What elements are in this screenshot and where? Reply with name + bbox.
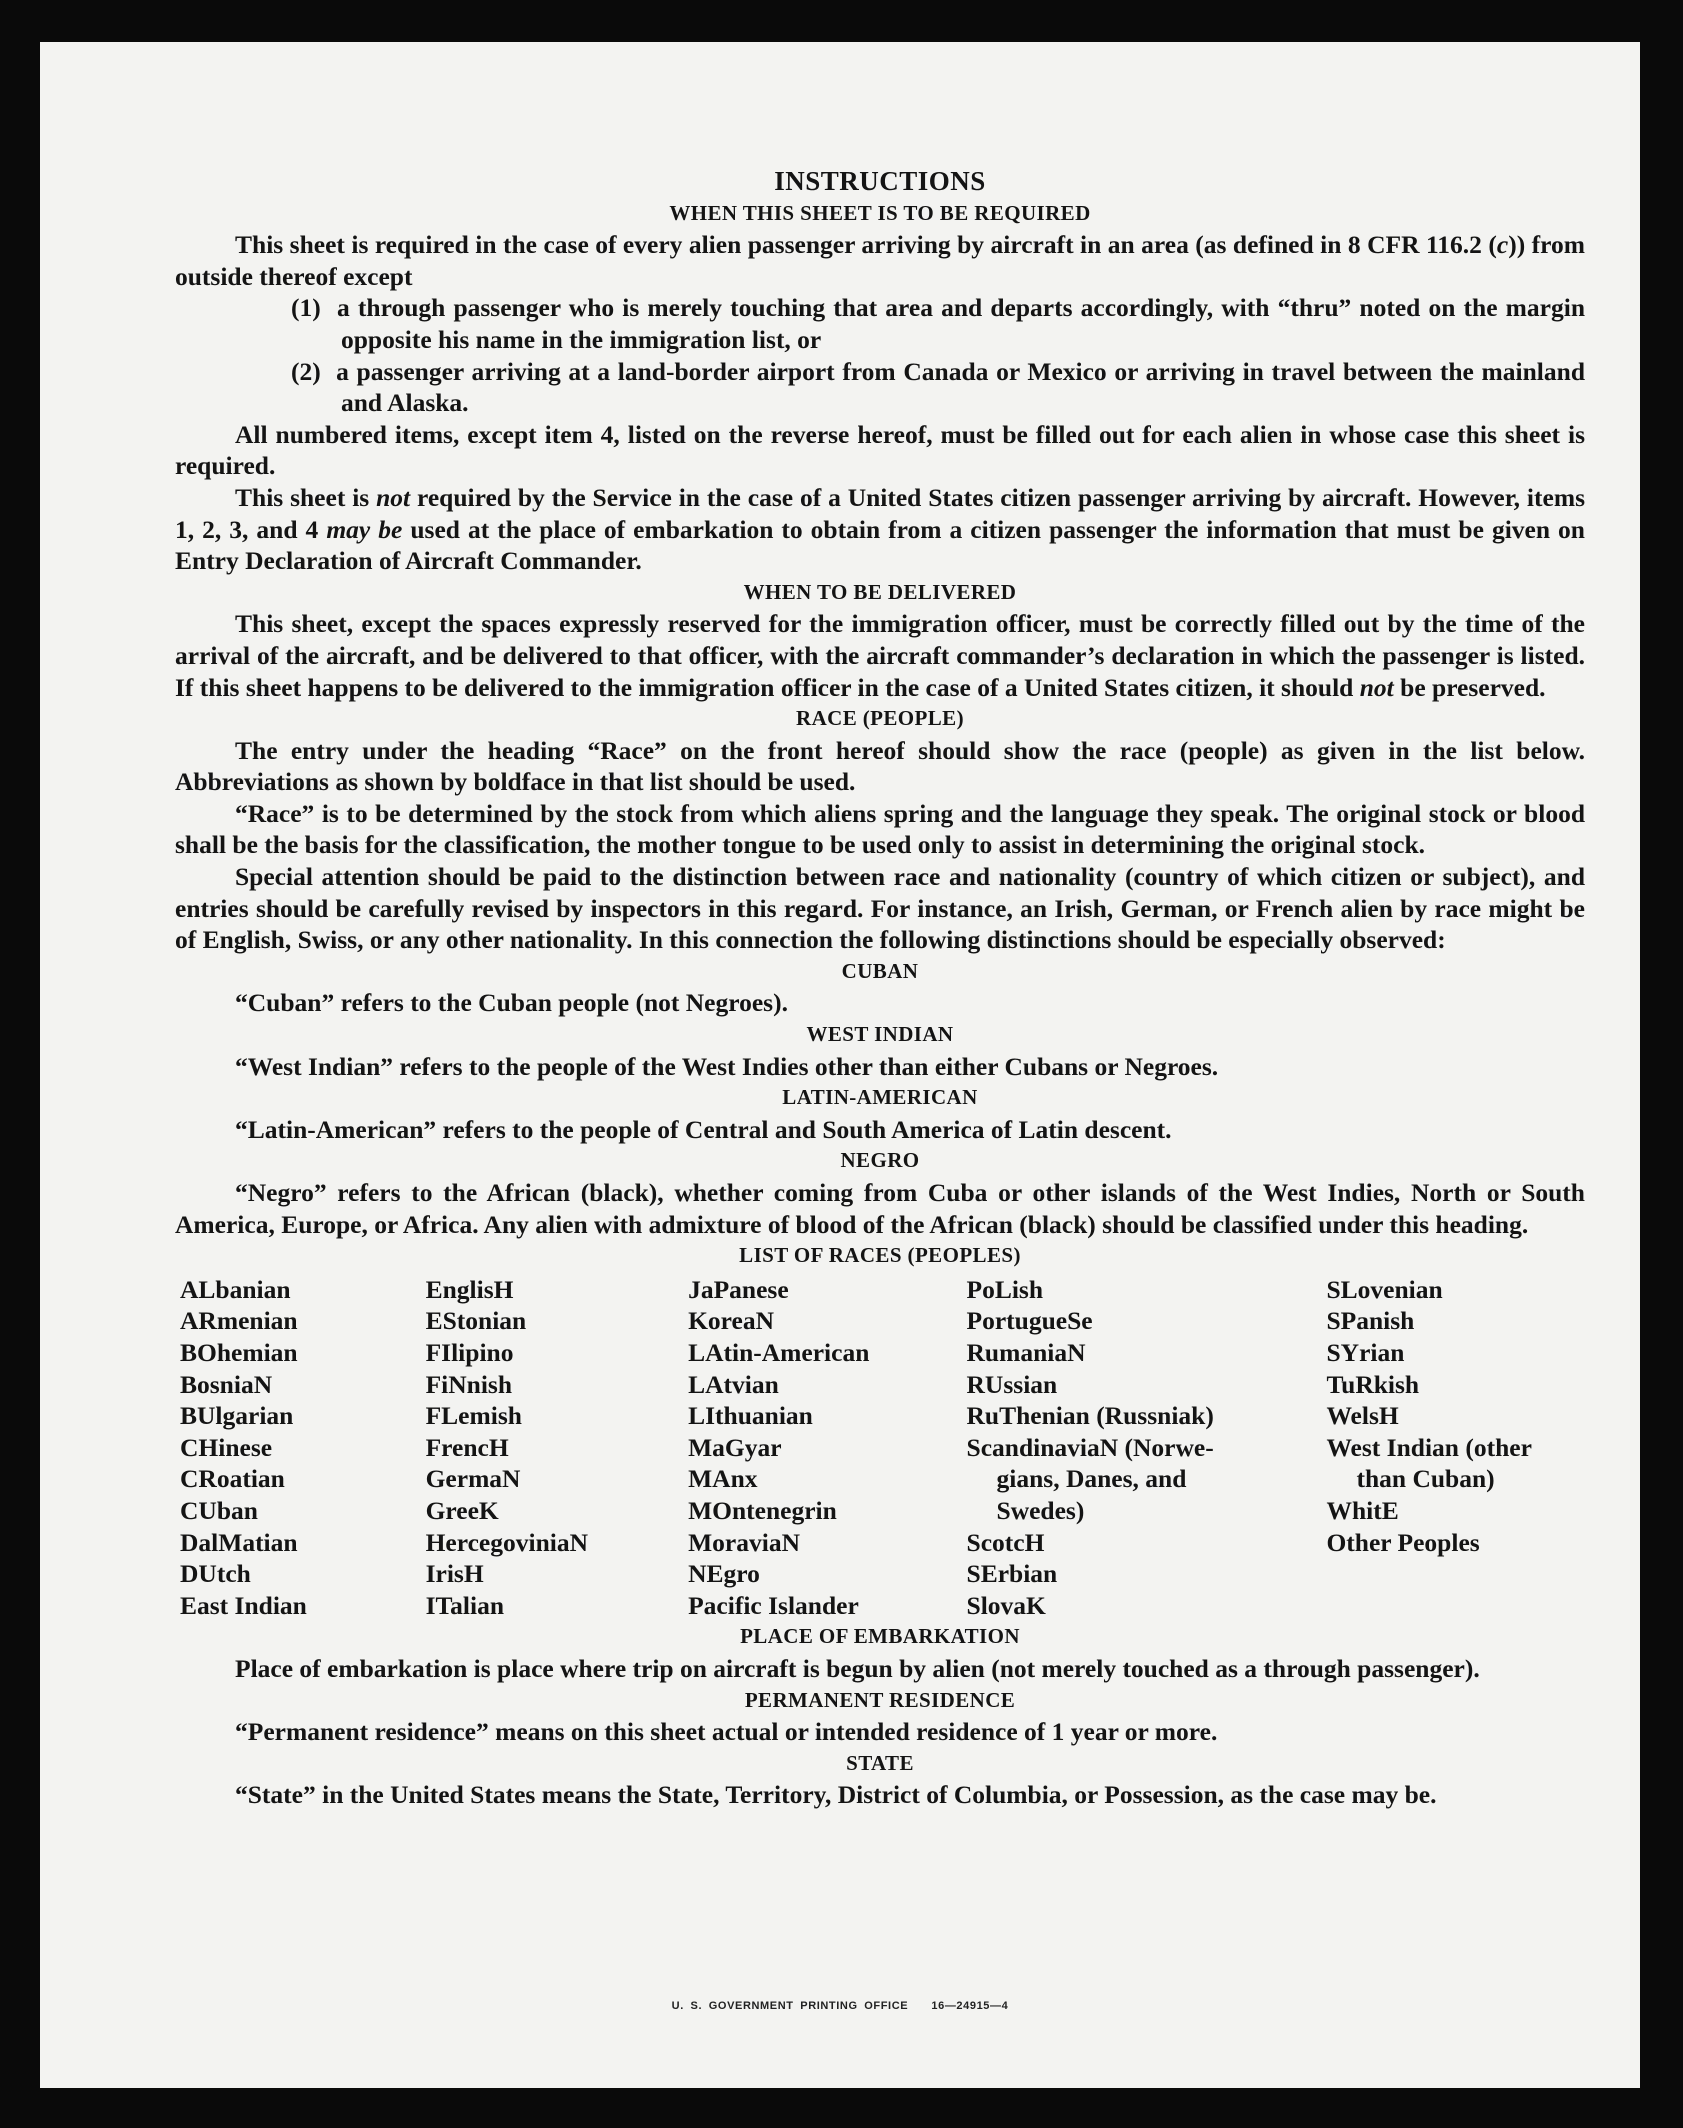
text-run: “Permanent residence” means on this sheet actual or intended residence of 1 year or more. — [235, 1717, 1218, 1747]
race-entry: JaPanese — [688, 1274, 789, 1304]
race-entry: than Cuban) — [1356, 1464, 1495, 1494]
race-entry: DalMatian — [180, 1527, 298, 1557]
race-entry: ARmenian — [180, 1306, 298, 1336]
section-heading: WHEN TO BE DELIVERED — [743, 579, 1017, 604]
paragraph — [175, 1051, 1585, 1083]
paragraph — [175, 987, 1585, 1019]
race-entry: LIthuanian — [688, 1401, 813, 1431]
race-entry: Swedes) — [996, 1495, 1085, 1525]
race-entry: GreeK — [425, 1495, 499, 1525]
section-heading: STATE — [846, 1750, 914, 1775]
paragraph — [175, 1716, 1585, 1748]
race-entry: SErbian — [966, 1559, 1058, 1589]
race-column — [175, 1274, 426, 1622]
race-entry: NEgro — [688, 1559, 760, 1589]
text-run: This sheet is required in the case of every alien passenger arriving by aircraft in an area (as defined in 8 CFR 116.2 ( — [235, 230, 1497, 260]
text-run: “Negro” refers to the African (black), whether coming from Cuba or other islands of the West Indies, North or South America, Europe, or Africa. Any alien with admixture of blood of the African (black) should be classified under this heading. — [175, 1178, 1585, 1239]
text-run: The entry under the heading “Race” on the front hereof should show the race (people) as given in the list below. Abbreviations as shown by boldface in that list should be used. — [175, 735, 1585, 797]
race-entry: CUban — [180, 1495, 258, 1525]
text-run: Special attention should be paid to the distinction between race and nationality (country of which citizen or subject), and entries should be carefully revised by inspectors in this regard. For instance, an Irish, German, or French alien by race might be of English, Swiss, or any other nationality. In this connection the following distinctions should be especially observed: — [175, 862, 1585, 955]
race-column — [1326, 1274, 1585, 1622]
race-entry: West Indian (other — [1326, 1432, 1532, 1462]
italic-text: may be — [326, 514, 403, 544]
race-entry: CHinese — [180, 1432, 273, 1462]
race-entry: Pacific Islander — [688, 1590, 859, 1620]
text-run: “State” in the United States means the State, Territory, District of Columbia, or Possession, as the case may be. — [235, 1780, 1437, 1810]
race-entry: HercegoviniaN — [425, 1527, 589, 1557]
race-column — [967, 1274, 1327, 1622]
section-heading: PLACE OF EMBARKATION — [740, 1624, 1020, 1649]
race-entry: FrencH — [425, 1432, 509, 1462]
text-run: “West Indian” refers to the people of the West Indies other than either Cubans or Negroes. — [235, 1051, 1219, 1081]
text-run: “Cuban” refers to the Cuban people (not Negroes). — [235, 988, 788, 1018]
race-entry: PortugueSe — [966, 1306, 1093, 1336]
paragraph — [175, 1177, 1585, 1240]
race-entry: ScotcH — [966, 1527, 1045, 1557]
paragraph — [175, 798, 1585, 861]
text-run: “Latin-American” refers to the people of Central and South America of Latin descent. — [235, 1114, 1172, 1144]
race-entry: gians, Danes, and — [996, 1464, 1187, 1494]
document-page — [40, 42, 1640, 2088]
race-entry: IrisH — [425, 1559, 484, 1589]
paragraph — [175, 861, 1585, 956]
italic-text: not — [376, 482, 411, 512]
race-entry: EnglisH — [425, 1274, 514, 1304]
race-entry: RuThenian (Russniak) — [966, 1401, 1214, 1431]
race-entry: SLovenian — [1326, 1274, 1443, 1304]
race-entry: MAnx — [688, 1464, 758, 1494]
text-run: This sheet, except the spaces expressly reserved for the immigration officer, must be correctly filled out by the time of the arrival of the aircraft, and be delivered to that officer, with the aircraft commander’s declaration in which the passenger is listed. If this sheet happens to be delivered to the immigration officer in the case of a United States citizen, it should — [175, 609, 1585, 702]
race-entry: SPanish — [1326, 1306, 1415, 1336]
race-entry: BUlgarian — [180, 1401, 294, 1431]
race-entry: WhitE — [1326, 1495, 1399, 1525]
paragraph — [175, 229, 1585, 292]
race-list-heading: LIST OF RACES (PEOPLES) — [739, 1243, 1021, 1268]
race-entry: Other Peoples — [1326, 1527, 1480, 1557]
section-heading: WEST INDIAN — [806, 1022, 954, 1047]
race-entry: FLemish — [425, 1401, 522, 1431]
paragraph — [175, 1779, 1585, 1811]
race-entry: RumaniaN — [966, 1337, 1086, 1367]
numbered-item — [175, 356, 1585, 419]
race-entry: GermaN — [425, 1464, 521, 1494]
text-run: (1) a through passenger who is merely touching that area and departs accordingly, with “thru” noted on the margin opposite his name in the immigration list, or — [291, 293, 1585, 354]
race-entry: ITalian — [425, 1590, 505, 1620]
race-entry: KoreaN — [688, 1306, 775, 1336]
text-run: required by the Service in the case of a United States citizen passenger arriving by aircraft. However, items 1, 2, 3, and 4 — [175, 482, 1585, 544]
printer-imprint: U. S. GOVERNMENT PRINTING OFFICE 16—24915—4 — [671, 2000, 1009, 2012]
paragraph — [175, 735, 1585, 798]
paragraph — [175, 419, 1585, 482]
sections-after-list — [175, 1621, 1585, 1811]
paragraph — [175, 1653, 1585, 1685]
section-heading: PERMANENT RESIDENCE — [744, 1687, 1016, 1712]
paragraph — [175, 1114, 1585, 1146]
race-column — [426, 1274, 689, 1622]
race-entry: FIlipino — [425, 1337, 514, 1367]
text-run: This sheet is — [235, 482, 377, 512]
race-entry: BOhemian — [180, 1337, 298, 1367]
race-list — [175, 1274, 1585, 1622]
race-entry: ScandinaviaN (Norwe- — [966, 1432, 1214, 1462]
numbered-item — [175, 292, 1585, 355]
race-entry: LAtvian — [688, 1369, 779, 1399]
text-run: “Race” is to be determined by the stock from which aliens spring and the language they speak. The original stock or blood shall be the basis for the classification, the mother tongue to be used only to assist in determining the original stock. — [175, 798, 1585, 860]
race-entry: MOntenegrin — [688, 1495, 837, 1525]
section-heading: NEGRO — [840, 1148, 920, 1173]
race-entry: MoraviaN — [688, 1527, 800, 1557]
race-entry: East Indian — [180, 1590, 307, 1620]
race-entry: LAtin-American — [688, 1337, 870, 1367]
text-run: used at the place of embarkation to obtain from a citizen passenger the information that must be given on Entry Declaration of Aircraft Commander. — [175, 514, 1585, 576]
text-run: Place of embarkation is place where trip on aircraft is begun by alien (not merely touched as a through passenger). — [235, 1653, 1480, 1683]
race-entry: FiNnish — [425, 1369, 513, 1399]
section-heading: WHEN THIS SHEET IS TO BE REQUIRED — [669, 200, 1091, 225]
paragraph — [175, 482, 1585, 577]
section-heading: LATIN-AMERICAN — [782, 1085, 978, 1110]
italic-text: not — [1359, 672, 1394, 702]
race-entry: DUtch — [180, 1559, 251, 1589]
race-entry: MaGyar — [688, 1432, 782, 1462]
race-column — [688, 1274, 966, 1622]
text-run: (2) a passenger arriving at a land-border airport from Canada or Mexico or arriving in travel between the mainland and Alaska. — [291, 356, 1585, 418]
page-title: INSTRUCTIONS — [774, 166, 986, 196]
race-entry: PoLish — [966, 1274, 1044, 1304]
text-run: )) from outside thereof except — [175, 230, 1585, 291]
section-heading: RACE (PEOPLE) — [796, 706, 964, 731]
paragraph — [175, 608, 1585, 703]
race-entry: EStonian — [425, 1306, 527, 1336]
race-entry: WelsH — [1326, 1401, 1399, 1431]
race-entry: TuRkish — [1326, 1369, 1420, 1399]
race-entry: RUssian — [966, 1369, 1058, 1399]
italic-text: c — [1496, 230, 1509, 260]
race-entry: SlovaK — [966, 1590, 1046, 1620]
sections-before-list — [175, 198, 1585, 1241]
race-entry: SYrian — [1326, 1337, 1405, 1367]
text-run: All numbered items, except item 4, listed on the reverse hereof, must be filled out for each alien in whose case this sheet is required. — [175, 419, 1585, 481]
race-entry: BosniaN — [180, 1369, 273, 1399]
race-entry: CRoatian — [180, 1464, 285, 1494]
race-entry: ALbanian — [180, 1274, 291, 1304]
instructions-body — [175, 166, 1585, 1811]
section-heading: CUBAN — [841, 958, 919, 983]
text-run: be preserved. — [1393, 672, 1546, 702]
